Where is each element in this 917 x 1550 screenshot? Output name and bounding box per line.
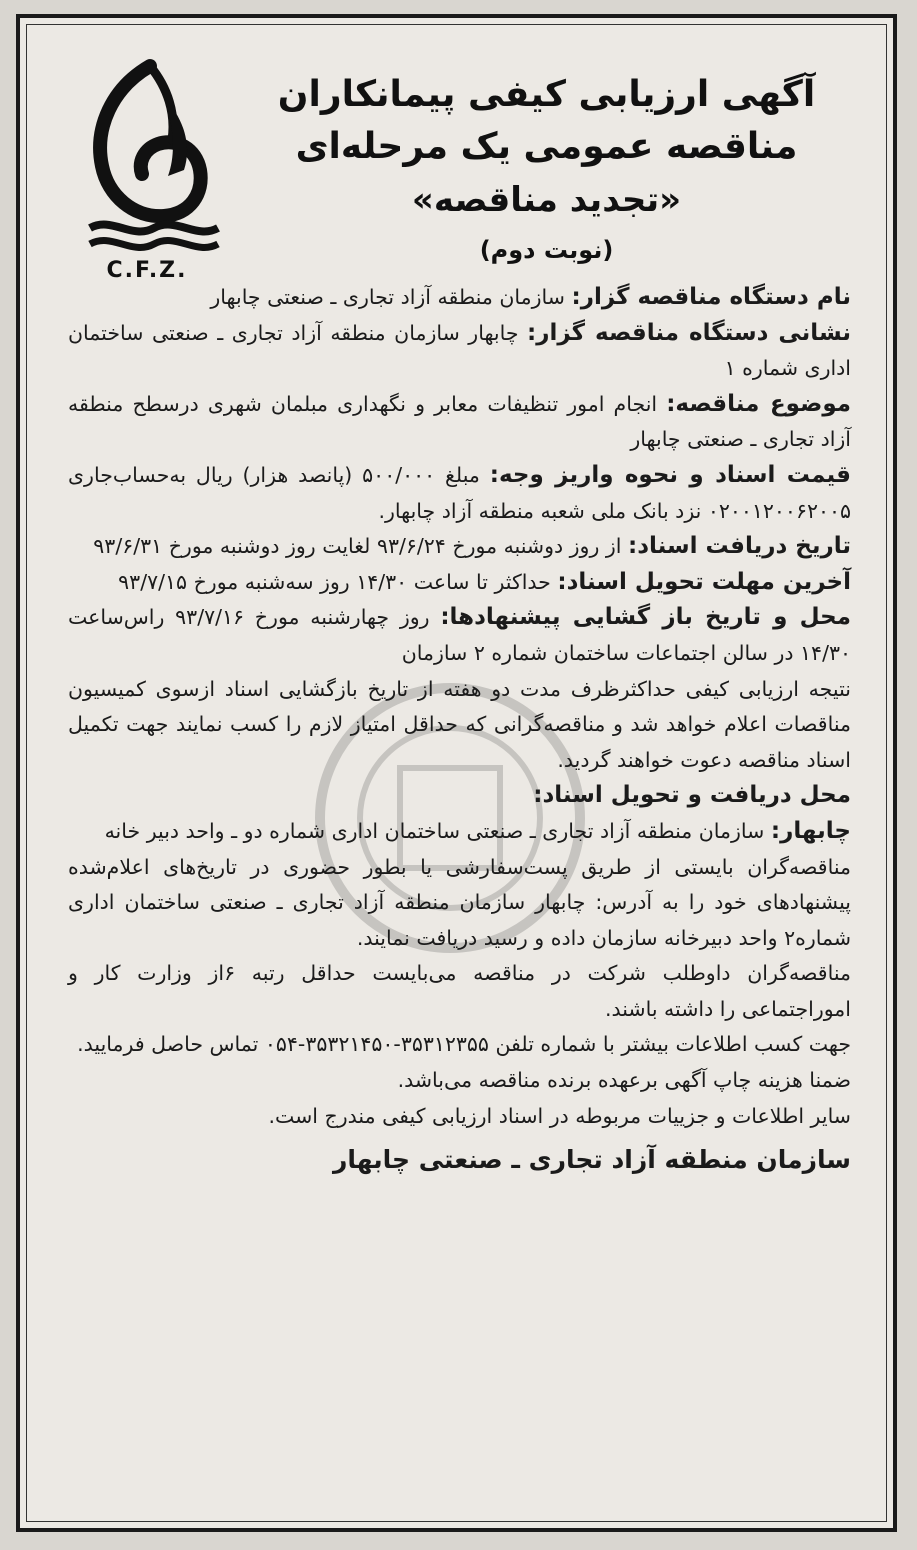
cfz-logo <box>72 58 222 290</box>
deadline-paragraph <box>68 565 851 601</box>
opening-label: محل و تاریخ باز گشایی پیشنهادها: <box>440 604 851 631</box>
other-paragraph: سایر اطلاعات و جزییات مربوطه در اسناد ارزیابی کیفی مندرج است. <box>268 1103 851 1128</box>
contact-paragraph: جهت کسب اطلاعات بیشتر با شماره تلفن ۳۵۳۱۲۳۵۵-۳۵۳۲۱۴۵۰-۰۵۴ تماس حاصل فرمایید. <box>77 1032 851 1057</box>
chabahar-label: چابهار: <box>770 817 851 844</box>
qualification-paragraph: مناقصه‌گران داوطلب شرکت در مناقصه می‌بایست حداقل رتبه ۶از وزارت کار و اموراجتماعی را داشته باشند. <box>68 961 851 1021</box>
subject-paragraph <box>68 387 851 458</box>
newspaper-clipping <box>16 14 897 1532</box>
receive-date-paragraph <box>68 529 851 565</box>
opening-value: روز چهارشنبه مورخ ۹۳/۷/۱۶ راس‌ساعت ۱۴/۳۰ در سالن اجتماعات ساختمان شماره ۲ سازمان <box>68 605 851 665</box>
cost-paragraph: ضمنا هزینه چاپ آگهی برعهده برنده مناقصه می‌باشد. <box>397 1068 851 1093</box>
org-address-value: چابهار سازمان منطقه آزاد تجاری ـ صنعتی ساختمان اداری شماره ۱ <box>68 320 851 381</box>
chabahar-paragraph <box>68 814 851 850</box>
logo-text: C.F.Z. <box>106 258 188 283</box>
title-line-1: آگهی ارزیابی کیفی پیمانکاران <box>277 74 816 115</box>
org-name-label: نام دستگاه مناقصه گزار: <box>571 284 851 310</box>
price-paragraph <box>68 458 851 529</box>
price-value: مبلغ ۵۰۰/۰۰۰ (پانصد هزار) ریال به‌حساب‌جاری ۰۲۰۰۱۲۰۰۶۲۰۰۵ نزد بانک ملی شعبه منطقه آزاد چابهار. <box>68 462 851 523</box>
receive-date-label: تاریخ دریافت اسناد: <box>628 533 851 560</box>
cfz-logo-icon <box>72 58 222 258</box>
deadline-value: حداکثر تا ساعت ۱۴/۳۰ روز سه‌شنبه مورخ ۹۳/۷/۱۵ <box>118 569 551 594</box>
place-title: محل دریافت و تحویل اسناد: <box>533 782 851 809</box>
title-line-2: مناقصه عمومی یک مرحله‌ای <box>295 126 798 167</box>
price-label: قیمت اسناد و نحوه واریز وجه: <box>489 461 851 488</box>
chabahar-value: سازمان منطقه آزاد تجاری ـ صنعتی ساختمان اداری شماره دو ـ واحد دبیر خانه <box>104 818 765 843</box>
receive-date-value: از روز دوشنبه مورخ ۹۳/۶/۲۴ لغایت روز دوشنبه مورخ ۹۳/۶/۳۱ <box>93 534 622 559</box>
result-paragraph: نتیجه ارزیابی کیفی حداکثرظرف مدت دو هفته از تاریخ بازگشایی اسناد ازسوی کمیسیون مناقصات اعلام خواهد شد و مناقصه‌گرانی که حداقل امتیاز لازم را کسب نمایند جهت تکمیل اسناد مناقصه دعوت خواهند گردید. <box>68 676 851 772</box>
notice-body <box>68 280 851 1178</box>
org-address-paragraph <box>68 316 851 387</box>
org-name-value: سازمان منطقه آزاد تجاری ـ صنعتی چابهار <box>210 285 565 309</box>
deadline-label: آخرین مهلت تحویل اسناد: <box>557 568 851 595</box>
subject-value: انجام امور تنظیفات معابر و نگهداری مبلمان شهری درسطح منطقه آزاد تجاری ـ صنعتی چابهار <box>68 391 851 452</box>
title-line-3: «تجدید مناقصه» <box>411 180 682 220</box>
org-address-label: نشانی دستگاه مناقصه گزار: <box>527 319 851 346</box>
signature: سازمان منطقه آزاد تجاری ـ صنعتی چابهار <box>332 1145 851 1175</box>
title-line-4: (نوبت دوم) <box>479 236 614 264</box>
subject-label: موضوع مناقصه: <box>666 390 851 417</box>
bidders-paragraph: مناقصه‌گران بایستی از طریق پست‌سفارشی یا بطور حضوری در تاریخ‌های اعلام‌شده پیشنهادهای خود را به آدرس: چابهار سازمان منطقه آزاد تجاری ـ صنعتی ساختمان اداری شماره۲ واحد دبیرخانه سازمان داده و رسید دریافت نمایند. <box>68 854 851 950</box>
org-name-paragraph <box>68 280 851 316</box>
opening-paragraph <box>68 600 851 671</box>
